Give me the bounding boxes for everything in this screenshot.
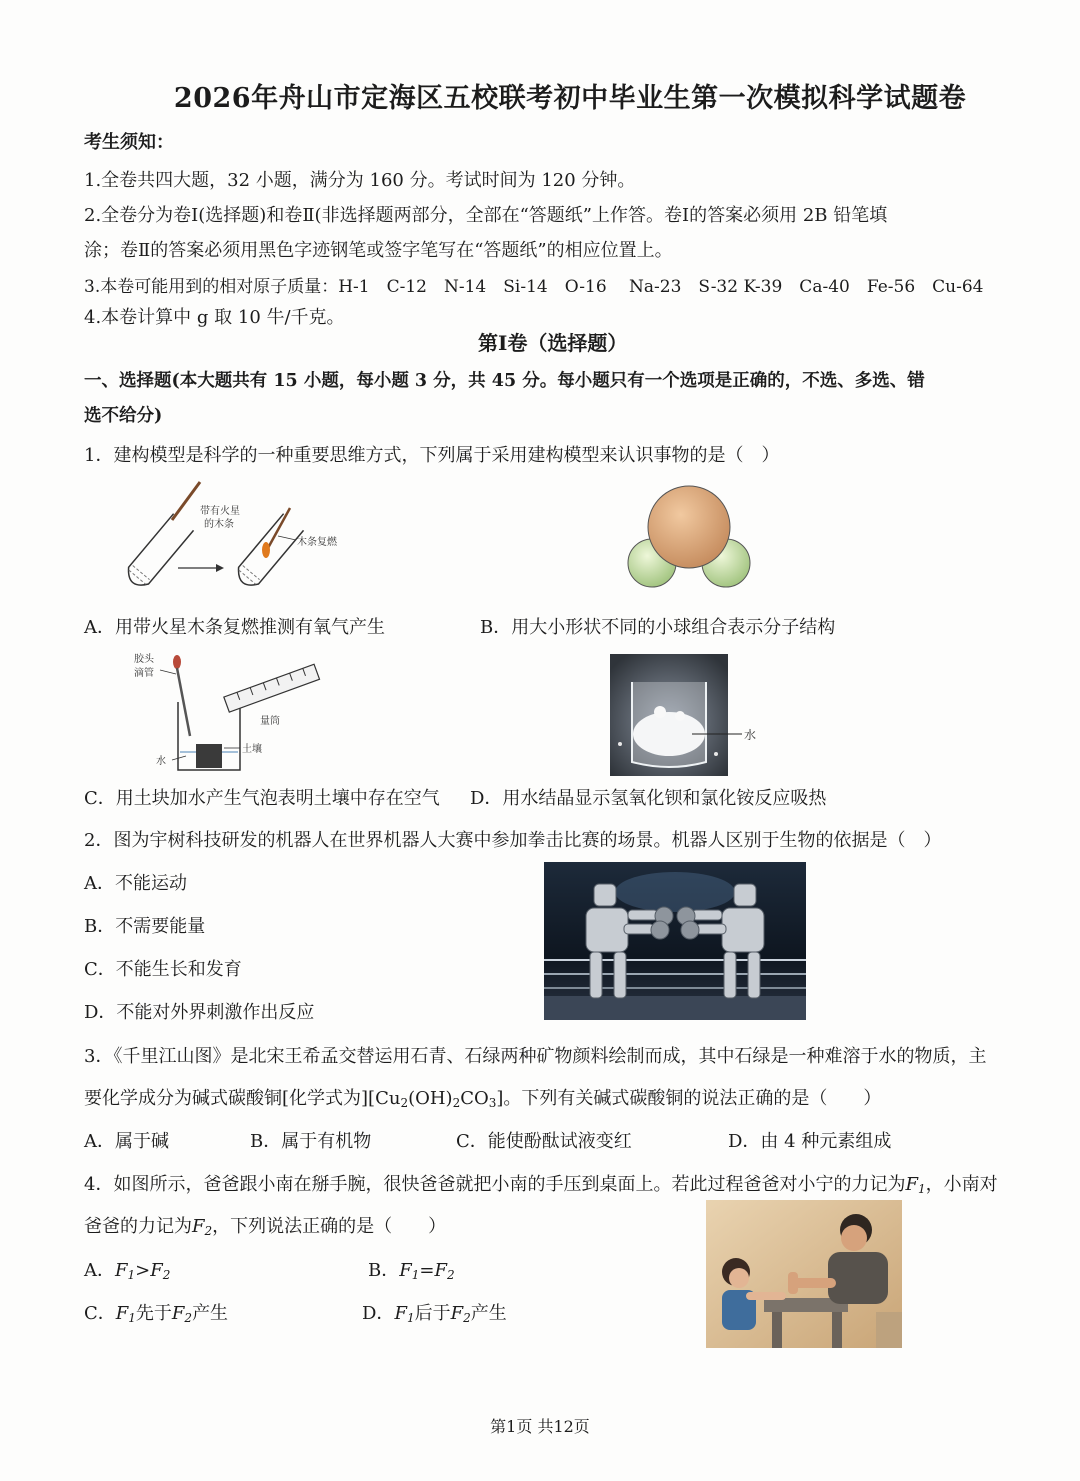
- q3-option-b: B．属于有机物: [250, 1131, 372, 1152]
- graduated-cylinder: [224, 664, 320, 712]
- label-water: 水: [156, 756, 166, 767]
- notice-heading: 考生须知：: [84, 132, 174, 153]
- q1-figure-b: [622, 485, 756, 590]
- section-title: 第Ⅰ卷（选择题）: [478, 331, 628, 355]
- test-tube-left: [123, 514, 194, 591]
- q3-stem-a: 3．《千里江山图》是北宋王希孟交替运用石青、石绿两种矿物颜料绘制而成，其中石绿是一种难溶于水的物质，主: [84, 1046, 987, 1067]
- q4-stem-b: 爸爸的力记为$F_2$，下列说法正确的是（ ）: [84, 1216, 447, 1238]
- q2-option-c: C．不能生长和发育: [84, 959, 242, 980]
- label-splint-a: 带有火星: [200, 506, 240, 517]
- label-cylinder: 量筒: [260, 716, 280, 727]
- splint-left: [172, 482, 200, 520]
- section-intro-a: 一、选择题(本大题共有 15 小题，每小题 3 分，共 45 分。每小题只有一个选项是正确的，不选、多选、错: [84, 371, 925, 391]
- arrow-right-icon: [216, 564, 224, 572]
- q4-stem-a: 4．如图所示，爸爸跟小南在掰手腕，很快爸爸就把小南的手压到桌面上。若此过程爸爸对小宁的力记为$F_1$，小南对: [84, 1174, 998, 1196]
- q3-option-d: D．由 4 种元素组成: [728, 1131, 892, 1152]
- label-dropper-a: 胶头: [134, 654, 154, 665]
- q1-figure-d: [610, 654, 760, 776]
- flame-icon: [262, 542, 270, 558]
- q1-stem: 1．建构模型是科学的一种重要思维方式，下列属于采用建构模型来认识事物的是（ ）: [84, 445, 780, 466]
- label-rekindle: 木条复燃: [297, 537, 337, 548]
- notice-line-4: 4.本卷计算中 g 取 10 牛/千克。: [84, 307, 345, 328]
- q4-figure-armwrestling: [706, 1200, 902, 1348]
- q1-option-d: D．用水结晶显示氢氧化钡和氯化铵反应吸热: [470, 788, 827, 809]
- section-intro-b: 选不给分): [84, 406, 163, 426]
- q3-option-c: C．能使酚酞试液变红: [456, 1131, 632, 1152]
- label-dropper-b: 滴管: [134, 668, 154, 679]
- notice-line-3: 3.本卷可能用到的相对原子质量：H-1 C-12 N-14 Si-14 O-16 Na-23 S-32 K-39 Ca-40 Fe-56 Cu-64: [84, 277, 984, 297]
- oxygen-atom: [648, 486, 730, 568]
- soil-block: [196, 744, 222, 768]
- q2-figure-robots: [544, 862, 806, 1020]
- label-splint-b: 的木条: [204, 519, 234, 530]
- page-footer: 第1页 共12页: [490, 1417, 590, 1436]
- q4-option-b: B．$F_1=F_2$: [368, 1260, 455, 1282]
- q2-option-d: D．不能对外界刺激作出反应: [84, 1002, 315, 1023]
- dropper-bulb: [173, 655, 181, 669]
- q1-option-b: B．用大小形状不同的小球组合表示分子结构: [480, 617, 836, 638]
- q3-option-a: A．属于碱: [84, 1131, 169, 1152]
- label-water-d: 水: [744, 728, 757, 742]
- notice-line-1: 1.全卷共四大题，32 小题，满分为 160 分。考试时间为 120 分钟。: [84, 170, 636, 191]
- notice-line-2b: 涂；卷Ⅱ的答案必须用黑色字迹钢笔或签字笔写在“答题纸”的相应位置上。: [84, 240, 673, 261]
- q1-option-c: C．用土块加水产生气泡表明土壤中存在空气: [84, 788, 440, 809]
- q2-option-b: B．不需要能量: [84, 916, 206, 937]
- q1-option-a: A．用带火星木条复燃推测有氧气产生: [84, 617, 385, 638]
- q1-figure-a: [100, 478, 370, 608]
- q3-stem-b: 要化学成分为碱式碳酸铜[化学式为]$[Cu_2(OH)_2CO_3]$。下列有关碱式碳酸铜的说法正确的是（ ）: [84, 1088, 882, 1110]
- q1-figure-c: [128, 648, 328, 778]
- q4-option-d: D．$F_1$后于$F_2$产生: [362, 1303, 507, 1325]
- notice-line-2a: 2.全卷分为卷Ⅰ(选择题)和卷Ⅱ(非选择题两部分，全部在“答题纸”上作答。卷Ⅰ的答案必须用 2B 铅笔填: [84, 205, 888, 226]
- exam-title: 2026年舟山市定海区五校联考初中毕业生第一次模拟科学试题卷: [173, 83, 967, 114]
- q2-option-a: A．不能运动: [84, 873, 187, 894]
- dropper-tube: [177, 668, 190, 736]
- q4-option-a: A．$F_1>F_2$: [84, 1260, 171, 1282]
- q4-option-c: C．$F_1$先于$F_2$产生: [84, 1303, 229, 1325]
- label-soil: 土壤: [242, 744, 262, 755]
- q2-stem: 2．图为宇树科技研发的机器人在世界机器人大赛中参加拳击比赛的场景。机器人区别于生物的依据是（ ）: [84, 830, 942, 851]
